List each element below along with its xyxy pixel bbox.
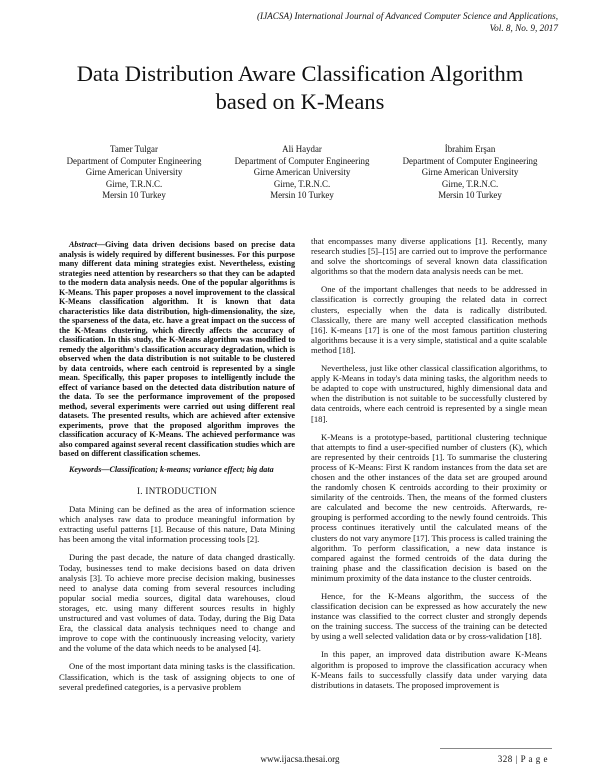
- author-department: Department of Computer Engineering: [234, 155, 370, 166]
- paper-title-line-2: based on K-Means: [215, 89, 385, 114]
- keywords: [59, 465, 295, 475]
- author-name: Ali Haydar: [282, 144, 322, 154]
- abstract: [59, 240, 295, 459]
- author-city: Girne, T.R.N.C.: [441, 178, 499, 189]
- paragraph: One of the important challenges that needs to be addressed in classification is correctly grouping the related data in correct clusters, especially when the data is radically distributed. Classically, there are many well accepted classification methods [16]. K-means [17] is one of the most famous partition clustering algorithms because it is a very simple, statistical and a quite scalable method [18].: [311, 284, 547, 355]
- paragraph: One of the most important data mining tasks is the classification. Classification, which is the task of assigning objects to one of several predefined categories, is a pervasive problem: [59, 661, 295, 692]
- author-country: Mersin 10 Turkey: [102, 190, 166, 201]
- author-university: Girne American University: [421, 167, 519, 178]
- author-3: [388, 144, 552, 202]
- author-1: [52, 144, 216, 202]
- paragraph: Data Mining can be defined as the area of information science which analyses raw data to produce meaningful information by extracting useful patterns [1]. Because of this nature, Data Mining has been among the vital information processing tools [2].: [59, 504, 295, 545]
- footer-divider: [440, 748, 552, 749]
- author-country: Mersin 10 Turkey: [438, 190, 502, 201]
- journal-name: (IJACSA) International Journal of Advanced Computer Science and Applications,: [256, 11, 558, 21]
- author-department: Department of Computer Engineering: [402, 155, 538, 166]
- author-university: Girne American University: [253, 167, 351, 178]
- paper-title-line-1: Data Distribution Aware Classification Algorithm: [76, 61, 524, 86]
- left-column: [59, 240, 295, 700]
- paragraph: During the past decade, the nature of data changed drastically. Today, businesses tend to make decisions based on data driven analysis [3]. To achieve more precise decision making, businesses need to analyse data coming from several resources including popular social media sources, digital data warehouses, cloud storages, etc. using many different sources results in highly unstructured and vast volumes of data. Today, during the Big Data Era, the classical data analysis techniques need to change and improve to cope with the continuously increasing velocity, variety and the volume of the data which needs to be analysed [4].: [59, 552, 295, 654]
- keywords-text: Classification; k-means; variance effect; big data: [109, 464, 274, 474]
- author-city: Girne, T.R.N.C.: [273, 178, 331, 189]
- page-number: 328 | P a g e: [497, 754, 548, 764]
- right-column: [311, 236, 547, 698]
- paragraph: Hence, for the K-Means algorithm, the success of the classification decision can be expressed as how accurately the new instance was classified to the correct cluster and strongly depends on the training success. The success of the training can be detected by using a well selected validation data or by cross-validation [18].: [311, 591, 547, 642]
- paragraph: In this paper, an improved data distribution aware K-Means algorithm is proposed to improve the classification accuracy when K-Means fails to successfully classify data under varying data distributions in datasets. The proposed improvement is: [311, 649, 547, 690]
- paragraph: K-Means is a prototype-based, partitional clustering technique that attempts to find a user-specified number of clusters (K), which are represented by their centroids [1]. To summarise the clustering process of K-Means: First K random instances from the data set are chosen and the other instances of the data set are grouped around the randomly chosen K centroids according to their proximity or similarity of the centroids. Then, the means of the formed clusters are calculated and become the new centroids. Afterwards, re-grouping is performed according to the newly found centroids. This process continues iteratively until the calculated means of the clusters do not vary anymore [17]. This process is called training the algorithm. To perform classification, a new data instance is compared against the formed centroids of the data during the training phase and the classification decision is based on the minimum proximity of the data instance to the cluster centroids.: [311, 431, 547, 583]
- journal-header: [138, 10, 558, 34]
- keywords-label: Keywords—: [69, 464, 110, 474]
- author-2: [220, 144, 384, 202]
- author-block: [52, 144, 552, 202]
- footer-url[interactable]: www.ijacsa.thesai.org: [260, 754, 340, 764]
- author-university: Girne American University: [85, 167, 183, 178]
- author-name: İbrahim Erşan: [444, 144, 496, 154]
- abstract-label: Abstract—: [69, 240, 105, 249]
- author-department: Department of Computer Engineering: [66, 155, 202, 166]
- paragraph: that encompasses many diverse applications [1]. Recently, many research studies [5]–[15] are carried out to improve the performance and solve the shortcomings of several known data classification algorithms so that the modern data analysis needs can be met.: [311, 236, 547, 277]
- author-city: Girne, T.R.N.C.: [105, 178, 163, 189]
- section-heading: I. INTRODUCTION: [137, 486, 217, 496]
- abstract-text: Giving data driven decisions based on precise data analysis is widely required by different businesses. For this purpose many different data mining strategies exist. Nevertheless, existing strategies need attention by researchers so that they can be adapted to the modern data analysis needs. One of the popular algorithms is K-Means. This paper proposes a novel improvement to the classical K-Means classification algorithm. It is known that data characteristics like data distribution, high-dimensionality, the size, the sparseness of the data, etc. have a great impact on the success of the K-Means clustering, which directly affects the accuracy of classification. In this study, the K-Means algorithm was modified to remedy the algorithm's classification accuracy degradation, which is observed when the data distribution is not suitable to be clustered by data centroids, where each centroid is represented by a single mean. Specifically, this paper proposes to intelligently include the effect of variance based on the detected data distribution nature of the data. To see the performance improvement of the proposed method, several experiments were carried out using different real datasets. The presented results, which are achieved after extensive experiments, prove that the proposed algorithm improves the classification accuracy of K-Means. The achieved performance was also compared against several recent classification studies which are based on different classification schemes.: [59, 240, 295, 458]
- author-name: Tamer Tulgar: [110, 144, 158, 154]
- author-country: Mersin 10 Turkey: [270, 190, 334, 201]
- paragraph: Nevertheless, just like other classical classification algorithms, to apply K-Means in today's data mining tasks, the algorithm needs to be adapted to cope with unstructured, highly dimensional data and when the distribution is not suitable to be successfully clustered by data centroids, where each centroid is represented by a single mean [18].: [311, 363, 547, 424]
- journal-volume: Vol. 8, No. 9, 2017: [489, 23, 558, 33]
- paper-title: [40, 60, 560, 116]
